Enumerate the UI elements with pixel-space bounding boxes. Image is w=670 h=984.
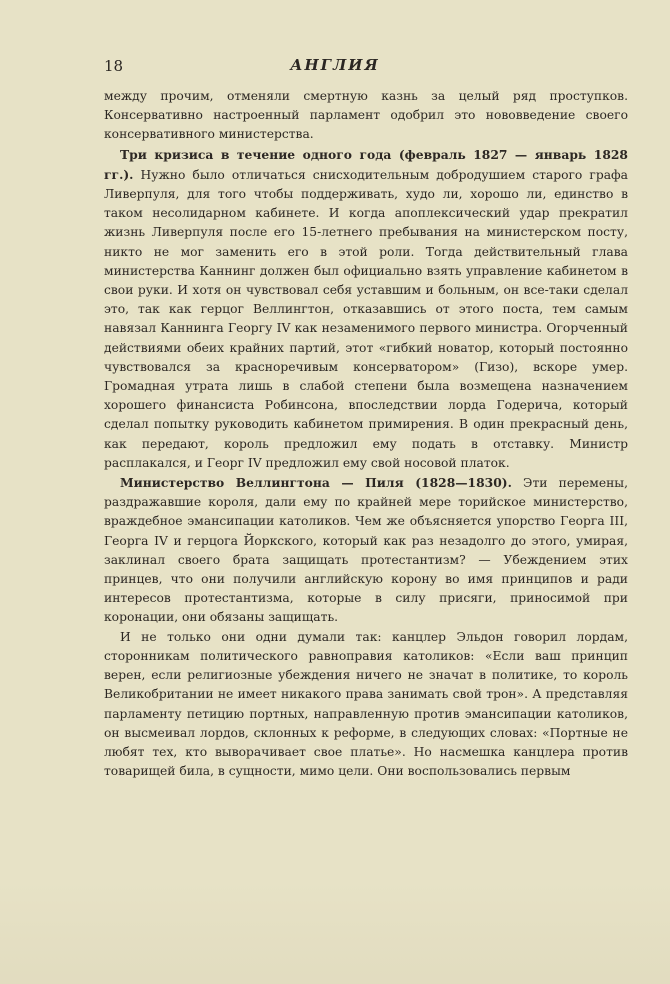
running-title: АНГЛИЯ: [290, 56, 380, 74]
section-heading-three-crises: Три кризиса в течение одного года (февраль 1827 — январь 1828 гг.).: [104, 146, 628, 182]
page-number: 18: [104, 57, 124, 75]
paragraph-4: И не только они одни думали так: канцлер Эльдон говорил лордам, сторонникам политического равноправия католиков: «Если ваш принцип верен, если религиозные убеждения ничего не значат в политике, то король Великобритании не имеет никакого права занимать свой трон». А представляя парламенту петицию портных, направленную против эмансипации католиков, он высмеивал лордов, склонных к реформе, в следующих словах: «Портные не любят тех, кто выворачивает свое платье». Но насмешка канцлера против товарищей била, в сущности, мимо цели. Они воспользовались первым: [104, 629, 628, 779]
paragraph-3-text: Эти перемены, раздражавшие короля, дали ему по крайней мере торийское министерство, враждебное эмансипации католиков. Чем же объясняется упорство Георга III, Георга IV и герцога Йоркского, который как раз незадолго до этого, умирая, заклинал своего брата защищать протестантизм? — Убеждением этих принцев, что они получили английскую корону во имя принципов и ради интересов протестантизма, которые в силу присяги, приносимой при коронации, они обязаны защищать.: [104, 476, 628, 625]
paragraph-2-text: Нужно было отличаться снисходительным добродушием старого графа Ливерпуля, для того чтобы поддерживать, худо ли, хорошо ли, единство в таком несолидарном кабинете. И когда апоплексический удар прекратил жизнь Ливерпуля после его 15-летнего пребывания на министерском посту, никто не мог заменить его в этой роли. Тогда действительный глава министерства Каннинг должен был официально взять управление кабинетом в свои руки. И хотя он чувствовал себя уставшим и больным, он все-таки сделал это, так как герцог Веллингтон, отказавшись от этого поста, тем самым навязал Каннинга Георгу IV как незаменимого первого министра. Огорченный действиями обеих крайних партий, этот «гибкий новатор, который постоянно чувствовался за красноречивым консерватором» (Гизо), вскоре умер. Громадная утрата лишь в слабой степени была возмещена назначением хорошего финансиста Робинсона, впоследствии лорда Годерича, который сделал попытку руководить кабинетом примирения. В один прекрасный день, как передают, король предложил ему подать в отставку. Министр расплакался, и Георг IV предложил ему свой носовой платок.: [104, 167, 628, 470]
paragraph-2: [104, 145, 628, 473]
page-header: [0, 55, 670, 79]
body-text: [104, 87, 628, 781]
section-heading-wellington-peel: Министерство Веллингтона — Пиля (1828—1830).: [120, 475, 512, 491]
paragraph-1: между прочим, отменяли смертную казнь за целый ряд проступков. Консервативно настроенный парламент одобрил это нововведение своего консервативного министерства.: [104, 89, 628, 142]
paragraph-3: [104, 473, 628, 628]
paper-stain: [0, 880, 670, 984]
